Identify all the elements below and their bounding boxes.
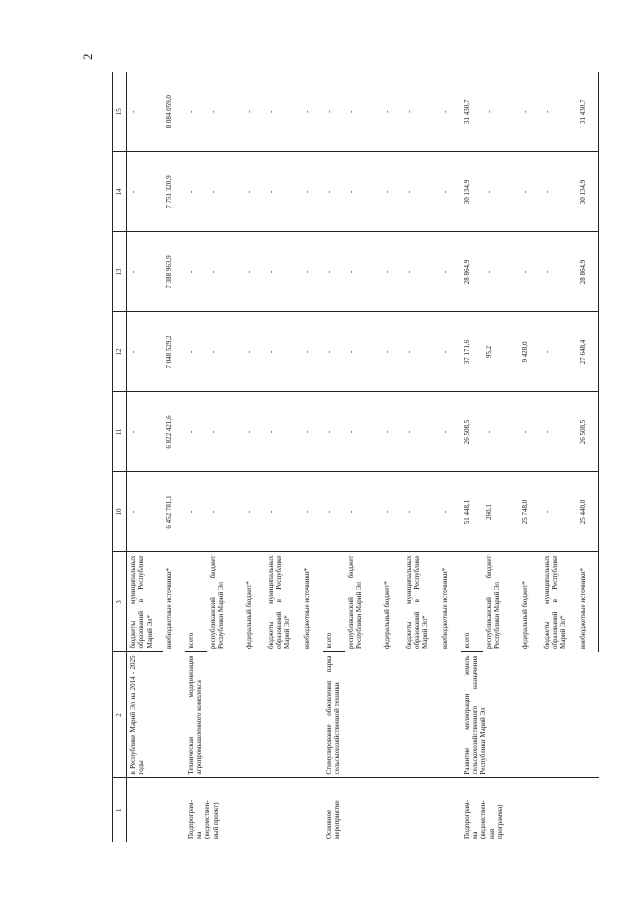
column-header: 11 [113,392,127,472]
column-header: 14 [113,152,127,232]
amount-cell: - [207,472,243,552]
amount-cell: - [323,72,345,152]
amount-cell: - [345,472,381,552]
amount-cell: 260,1 [483,472,519,552]
amount-cell: - [519,232,541,312]
amount-cell: - [301,392,323,472]
amount-cell: - [185,232,207,312]
amount-cell: - [243,472,265,552]
amount-cell: - [381,312,403,392]
amount-cell: - [301,152,323,232]
funding-source: всего [323,552,345,652]
funding-source: республиканский бюджет Республики Марий Эл [484,555,501,649]
amount-cell: - [207,392,243,472]
table-row [127,72,163,842]
amount-cell: - [381,232,403,312]
column-header: 12 [113,312,127,392]
section-description: Техническая модернизация агропромышленного комплекса [185,652,323,778]
section-description: Стимулирование обновления парка сельскохозяйственной техники [323,652,461,778]
amount-cell: - [439,392,461,472]
amount-cell: - [345,392,381,472]
amount-cell: - [403,232,439,312]
funding-source: бюджеты муниципальных образований в Республике Марий Эл* [266,555,292,649]
amount-cell: - [541,152,577,232]
amount-cell: - [185,312,207,392]
amount-cell: - [243,72,265,152]
section-label: Подпрограм- ма (ведомствен- ный проект) [186,800,220,839]
amount-cell: - [345,312,381,392]
amount-cell: 26 508,5 [461,392,483,472]
funding-source: внебюджетные источники* [164,567,173,649]
amount-cell: - [185,152,207,232]
table-row [185,72,207,842]
amount-cell: - [265,472,301,552]
amount-cell: - [381,72,403,152]
amount-cell: - [439,312,461,392]
amount-cell: - [301,472,323,552]
amount-cell: - [265,72,301,152]
amount-cell: - [541,72,577,152]
funding-source: всего [185,552,207,652]
amount-cell: - [403,152,439,232]
funding-source: федеральный бюджет* [382,581,391,649]
amount-cell: - [403,312,439,392]
amount-cell: - [243,392,265,472]
funding-source: бюджеты муниципальных образований в Республике Марий Эл* [127,552,163,652]
funding-source: бюджеты муниципальных образований в Республике Марий Эл* [404,555,430,649]
amount-cell: 30 134,9 [577,152,599,232]
table-row [461,72,483,842]
amount-cell: - [127,392,163,472]
amount-cell: 28 864,9 [461,232,483,312]
amount-cell: - [403,472,439,552]
page-number: 2 [80,53,95,60]
amount-cell: - [207,312,243,392]
amount-cell: - [127,232,163,312]
amount-cell: - [483,392,519,472]
amount-cell: - [265,392,301,472]
funding-source: республиканский бюджет Республики Марий Эл [208,555,225,649]
amount-cell: - [207,152,243,232]
funding-source: всего [461,552,483,652]
budget-table [112,72,599,842]
amount-cell: - [185,472,207,552]
amount-cell: - [243,232,265,312]
amount-cell: - [519,152,541,232]
amount-cell: - [127,72,163,152]
amount-cell: 31 430,7 [577,72,599,152]
column-header: 3 [113,552,127,652]
amount-cell: - [519,392,541,472]
column-header: 1 [113,778,127,842]
amount-cell: - [243,312,265,392]
amount-cell: - [439,472,461,552]
column-header: 13 [113,232,127,312]
amount-cell: - [519,72,541,152]
amount-cell: 6 822 421,6 [163,392,185,472]
amount-cell: - [483,72,519,152]
funding-source: внебюджетные источники* [302,567,311,649]
amount-cell: - [301,72,323,152]
amount-cell: - [403,392,439,472]
funding-source: бюджеты муниципальных образований в Республике Марий Эл* [542,555,568,649]
amount-cell: - [439,72,461,152]
amount-cell: - [483,152,519,232]
funding-source: внебюджетные источники* [577,552,599,652]
column-header: 10 [113,472,127,552]
amount-cell: 8 084 059,0 [163,72,185,152]
amount-cell: 27 648,4 [577,312,599,392]
column-header: 15 [113,72,127,152]
amount-cell: - [265,152,301,232]
amount-cell: - [439,152,461,232]
funding-source: республиканский бюджет Республики Марий Эл [346,555,363,649]
amount-cell: - [541,472,577,552]
column-header: 2 [113,652,127,778]
amount-cell: - [483,232,519,312]
amount-cell: - [323,392,345,472]
amount-cell: - [207,72,243,152]
amount-cell: - [403,72,439,152]
amount-cell: 7 048 529,2 [163,312,185,392]
section-label: Подпрограм- ма (ведомствен- ная программа) [462,800,505,839]
amount-cell: 51 448,1 [461,472,483,552]
amount-cell: 26 508,5 [577,392,599,472]
amount-cell: - [345,232,381,312]
amount-cell: - [301,312,323,392]
amount-cell: 30 134,9 [461,152,483,232]
amount-cell: - [301,232,323,312]
amount-cell: 7 388 963,9 [163,232,185,312]
amount-cell: 7 751 320,9 [163,152,185,232]
amount-cell: - [541,232,577,312]
amount-cell: 28 864,9 [577,232,599,312]
amount-cell: 6 452 781,1 [163,472,185,552]
section-description: в Республике Марий Эл на 2014 - 2025 годы [127,652,185,778]
section-label: Основное мероприятие [324,800,341,839]
amount-cell: 25 440,0 [577,472,599,552]
amount-cell: - [541,392,577,472]
amount-cell: 95,2 [483,312,519,392]
amount-cell: - [323,152,345,232]
amount-cell: - [243,152,265,232]
amount-cell: - [127,472,163,552]
funding-source: внебюджетные источники* [440,567,449,649]
amount-cell: - [127,312,163,392]
section-description: Развитие мелиорации земель сельскохозяйственного назначения Республики Марий Эл [461,652,599,778]
amount-cell: - [265,312,301,392]
amount-cell: 31 430,7 [461,72,483,152]
amount-cell: - [323,472,345,552]
column-number-row [113,72,127,842]
section-label [127,778,185,842]
amount-cell: - [345,152,381,232]
funding-source: федеральный бюджет* [520,581,529,649]
amount-cell: - [381,152,403,232]
amount-cell: 25 748,0 [519,472,541,552]
rotated-sheet [112,72,587,842]
amount-cell: 9 428,0 [519,312,541,392]
table-body [127,72,599,842]
amount-cell: - [207,232,243,312]
amount-cell: - [345,72,381,152]
amount-cell: - [185,72,207,152]
amount-cell: - [541,312,577,392]
amount-cell: - [265,232,301,312]
amount-cell: 37 171,6 [461,312,483,392]
amount-cell: - [381,472,403,552]
amount-cell: - [439,232,461,312]
amount-cell: - [381,392,403,472]
amount-cell: - [185,392,207,472]
amount-cell: - [323,232,345,312]
amount-cell: - [127,152,163,232]
amount-cell: - [323,312,345,392]
funding-source: федеральный бюджет* [244,581,253,649]
table-row [323,72,345,842]
